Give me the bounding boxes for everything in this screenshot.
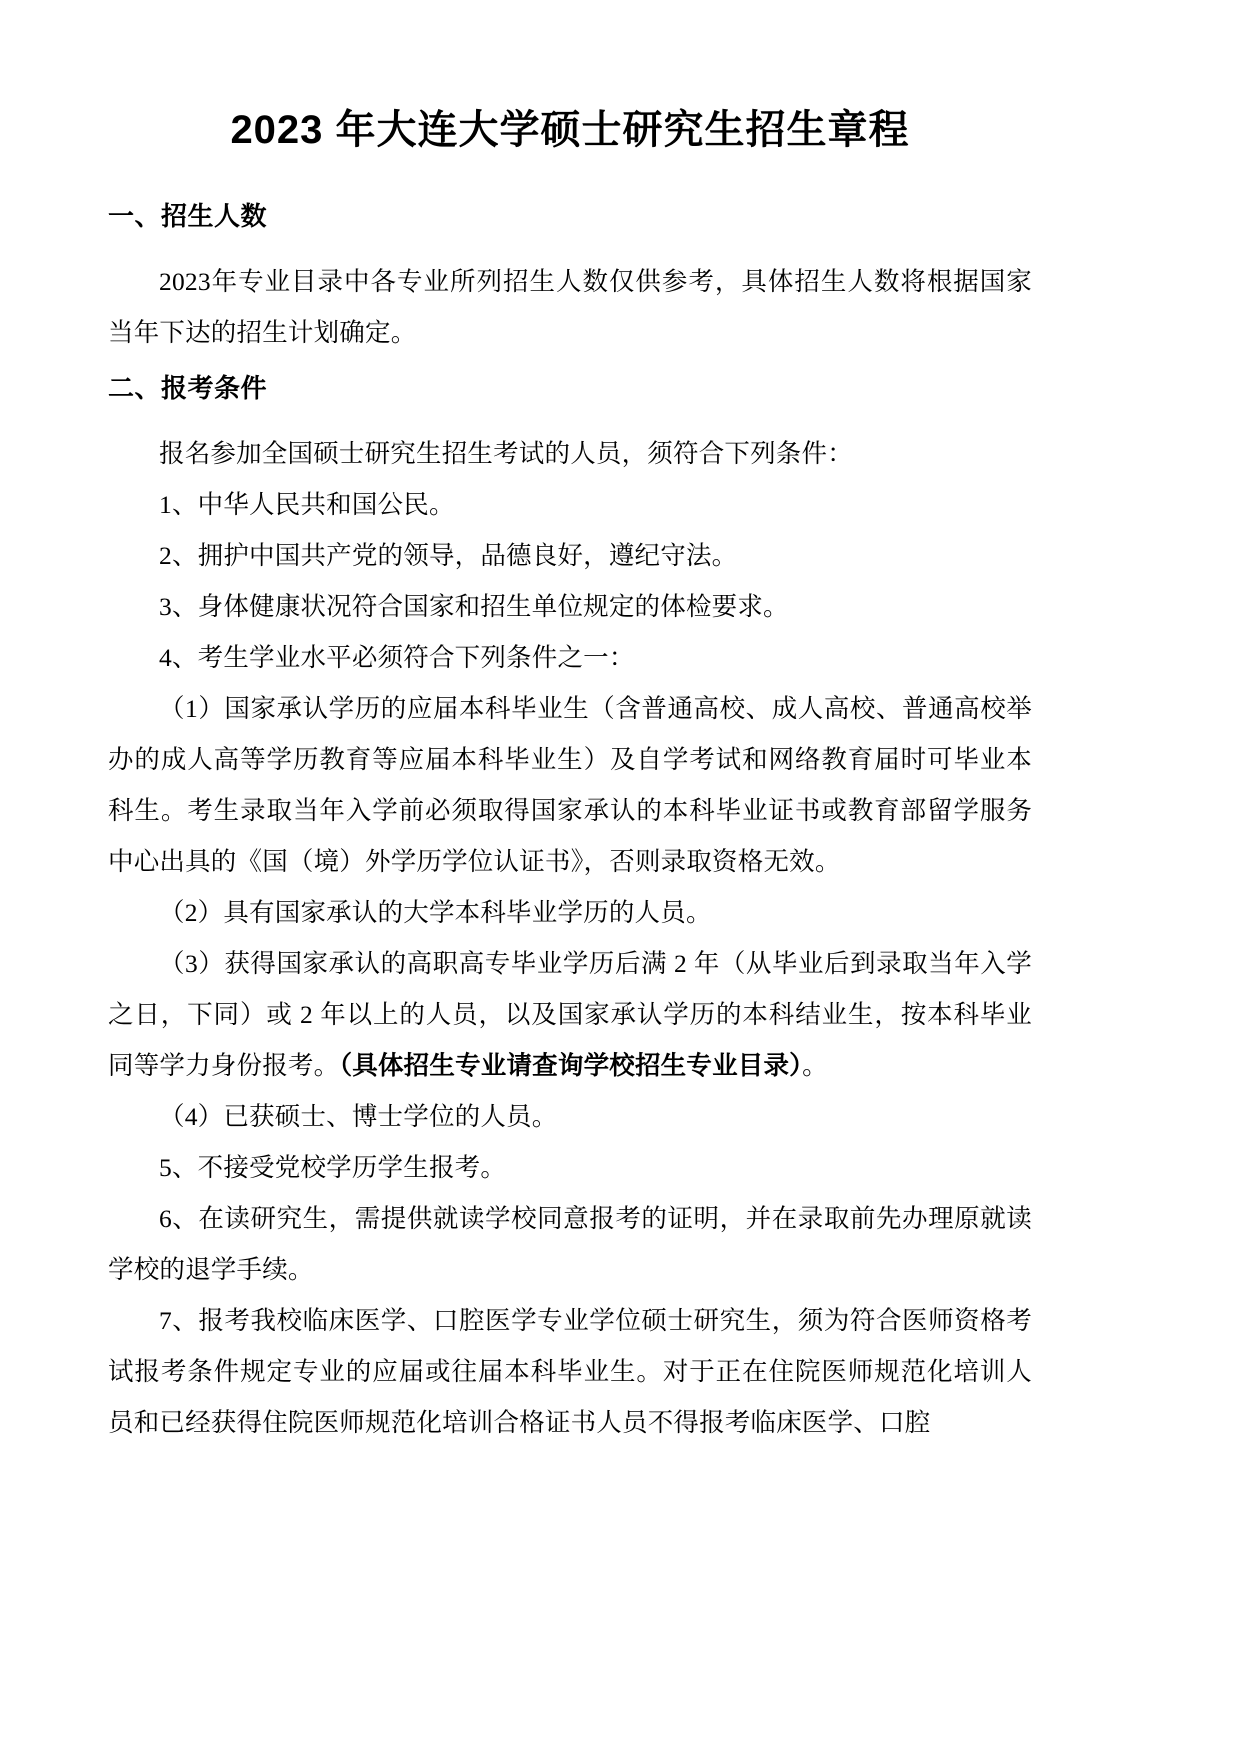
document-content [108, 0, 1032, 1448]
spacer [108, 402, 1032, 428]
list-item-2: 2、拥护中国共产党的领导，品德良好，遵纪守法。 [159, 541, 738, 570]
sub-item-3-emphasis: （具体招生专业请查询学校招生专业目录） [339, 1051, 803, 1080]
page-title: 2023 年大连大学硕士研究生招生章程 [230, 108, 910, 152]
sub-item-3-lead: （3）获得国家承认的高职高专毕业学历后满 2 年（从毕业后到录取当年入学之日，下同）或 2 年以上的人员，以及国家承认学历的本科结业生，按本科毕业同等学力身份报考。 [108, 949, 1032, 1080]
list-item-5: 5、不接受党校学历学生报考。 [159, 1153, 507, 1182]
section-heading-application-requirements: 二、报考条件 [108, 374, 268, 403]
sub-item-1: （1）国家承认学历的应届本科毕业生（含普通高校、成人高校、普通高校举办的成人高等学历教育等应届本科毕业生）及自学考试和网络教育届时可毕业本科生。考生录取当年入学前必须取得国家承认的本科毕业证书或教育部留学服务中心出具的《国（境）外学历学位认证书》，否则录取资格无效。 [108, 694, 1032, 876]
spacer [108, 230, 1032, 256]
list-item-6: 6、在读研究生，需提供就读学校同意报考的证明，并在录取前先办理原就读学校的退学手续。 [108, 1204, 1032, 1284]
sub-item-2: （2）具有国家承认的大学本科毕业学历的人员。 [159, 898, 712, 927]
sub-item-3-tail: 。 [802, 1051, 828, 1080]
paragraph-enrollment-count: 2023年专业目录中各专业所列招生人数仅供参考，具体招生人数将根据国家当年下达的招生计划确定。 [108, 267, 1032, 347]
sub-item-4: （4）已获硕士、博士学位的人员。 [159, 1102, 558, 1131]
list-item-1: 1、中华人民共和国公民。 [159, 490, 455, 519]
sub-item-3 [108, 938, 1032, 1091]
spacer [108, 156, 1032, 204]
list-item-3: 3、身体健康状况符合国家和招生单位规定的体检要求。 [159, 592, 789, 621]
section-heading-enrollment-count: 一、招生人数 [108, 202, 268, 231]
list-item-4: 4、考生学业水平必须符合下列条件之一： [159, 643, 635, 672]
paragraph-requirements-intro: 报名参加全国硕士研究生招生考试的人员，须符合下列条件： [159, 439, 853, 468]
list-item-7: 7、报考我校临床医学、口腔医学专业学位硕士研究生，须为符合医师资格考试报考条件规定专业的应届或往届本科毕业生。对于正在住院医师规范化培训人员和已经获得住院医师规范化培训合格证书人员不得报考临床医学、口腔 [108, 1306, 1032, 1437]
